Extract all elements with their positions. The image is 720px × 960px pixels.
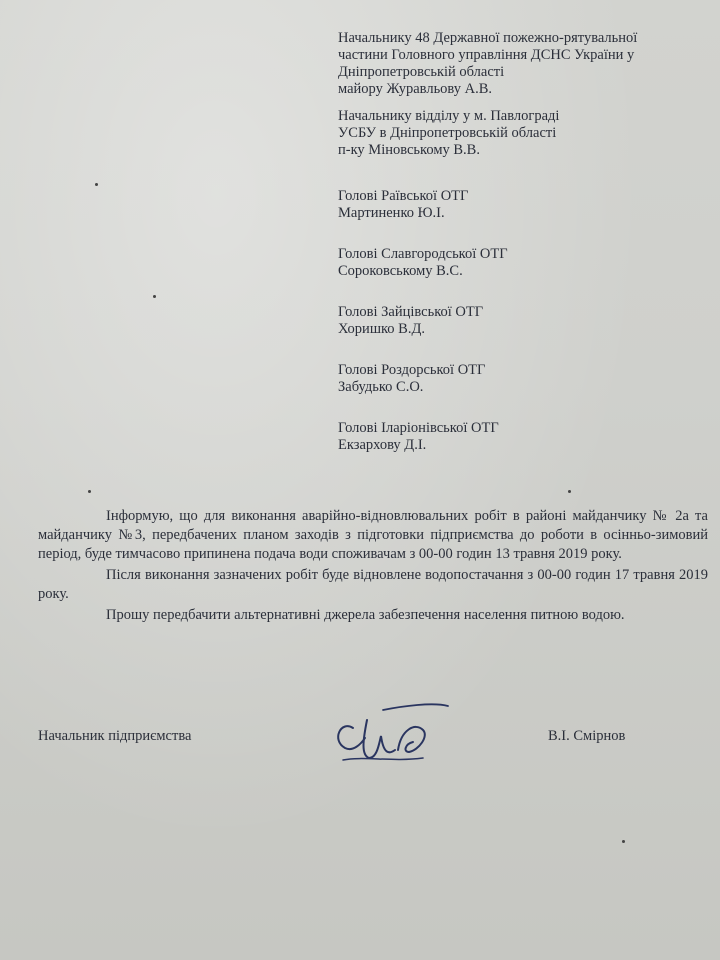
body-paragraph: Прошу передбачити альтернативні джерела забезпечення населення питною водою.: [106, 607, 625, 623]
addressee-line: Голові Зайцівської ОТГ: [338, 304, 484, 320]
addressee-line: Мартиненко Ю.І.: [338, 205, 445, 221]
paper-speck: [153, 295, 156, 298]
handwritten-signature: [323, 700, 453, 770]
addressee-line: Голові Славгородської ОТГ: [338, 246, 508, 262]
addressee-line: Хоришко В.Д.: [338, 321, 425, 337]
addressee-line: Голові Роздорської ОТГ: [338, 362, 486, 378]
paper-speck: [88, 490, 91, 493]
addressee-line: Екзархову Д.І.: [338, 437, 427, 453]
addressee-line: УСБУ в Дніпропетровській області: [338, 125, 557, 141]
body-paragraph: Інформую, що для виконання аварійно-відновлювальних робіт в районі майданчику № 2а та майданчику №3, передбачених планом заходів з підготовки підприємства до роботи в осінньо-зимовий період, буде тимчасово припинена подача води споживачам з 00-00 годин 13 травня 2019 року.: [38, 508, 708, 562]
addressee-block: [338, 30, 708, 98]
body-paragraph: Після виконання зазначених робіт буде відновлене водопостачання з 00-00 годин 17 травня 2019 року.: [38, 567, 708, 602]
addressee-line: п-ку Міновському В.В.: [338, 142, 480, 158]
paper-speck: [622, 840, 625, 843]
paper-speck: [568, 490, 571, 493]
addressee-line: Дніпропетровській області: [338, 64, 505, 80]
addressee-block: [338, 420, 708, 454]
signatory-name: В.І. Смірнов: [548, 728, 626, 744]
addressee-line: Голові Раївської ОТГ: [338, 188, 469, 204]
addressee-line: майору Журавльову А.В.: [338, 81, 493, 97]
addressee-block: [338, 108, 708, 159]
addressee-line: Начальнику відділу у м. Павлограді: [338, 108, 560, 124]
addressee-line: Голові Іларіонівської ОТГ: [338, 420, 499, 436]
addressee-list: [338, 30, 708, 472]
addressee-block: [338, 246, 708, 280]
addressee-block: [338, 304, 708, 338]
signatory-position: Начальник підприємства: [38, 728, 192, 744]
addressee-block: [338, 188, 708, 222]
letter-body: [38, 507, 708, 625]
addressee-line: Начальнику 48 Державної пожежно-рятувальної: [338, 30, 638, 46]
addressee-line: Забудько С.О.: [338, 379, 424, 395]
addressee-block: [338, 362, 708, 396]
paper-speck: [95, 183, 98, 186]
addressee-line: частини Головного управління ДСНС України у: [338, 47, 635, 63]
addressee-line: Сороковському В.С.: [338, 263, 463, 279]
signature-row: [38, 728, 678, 768]
